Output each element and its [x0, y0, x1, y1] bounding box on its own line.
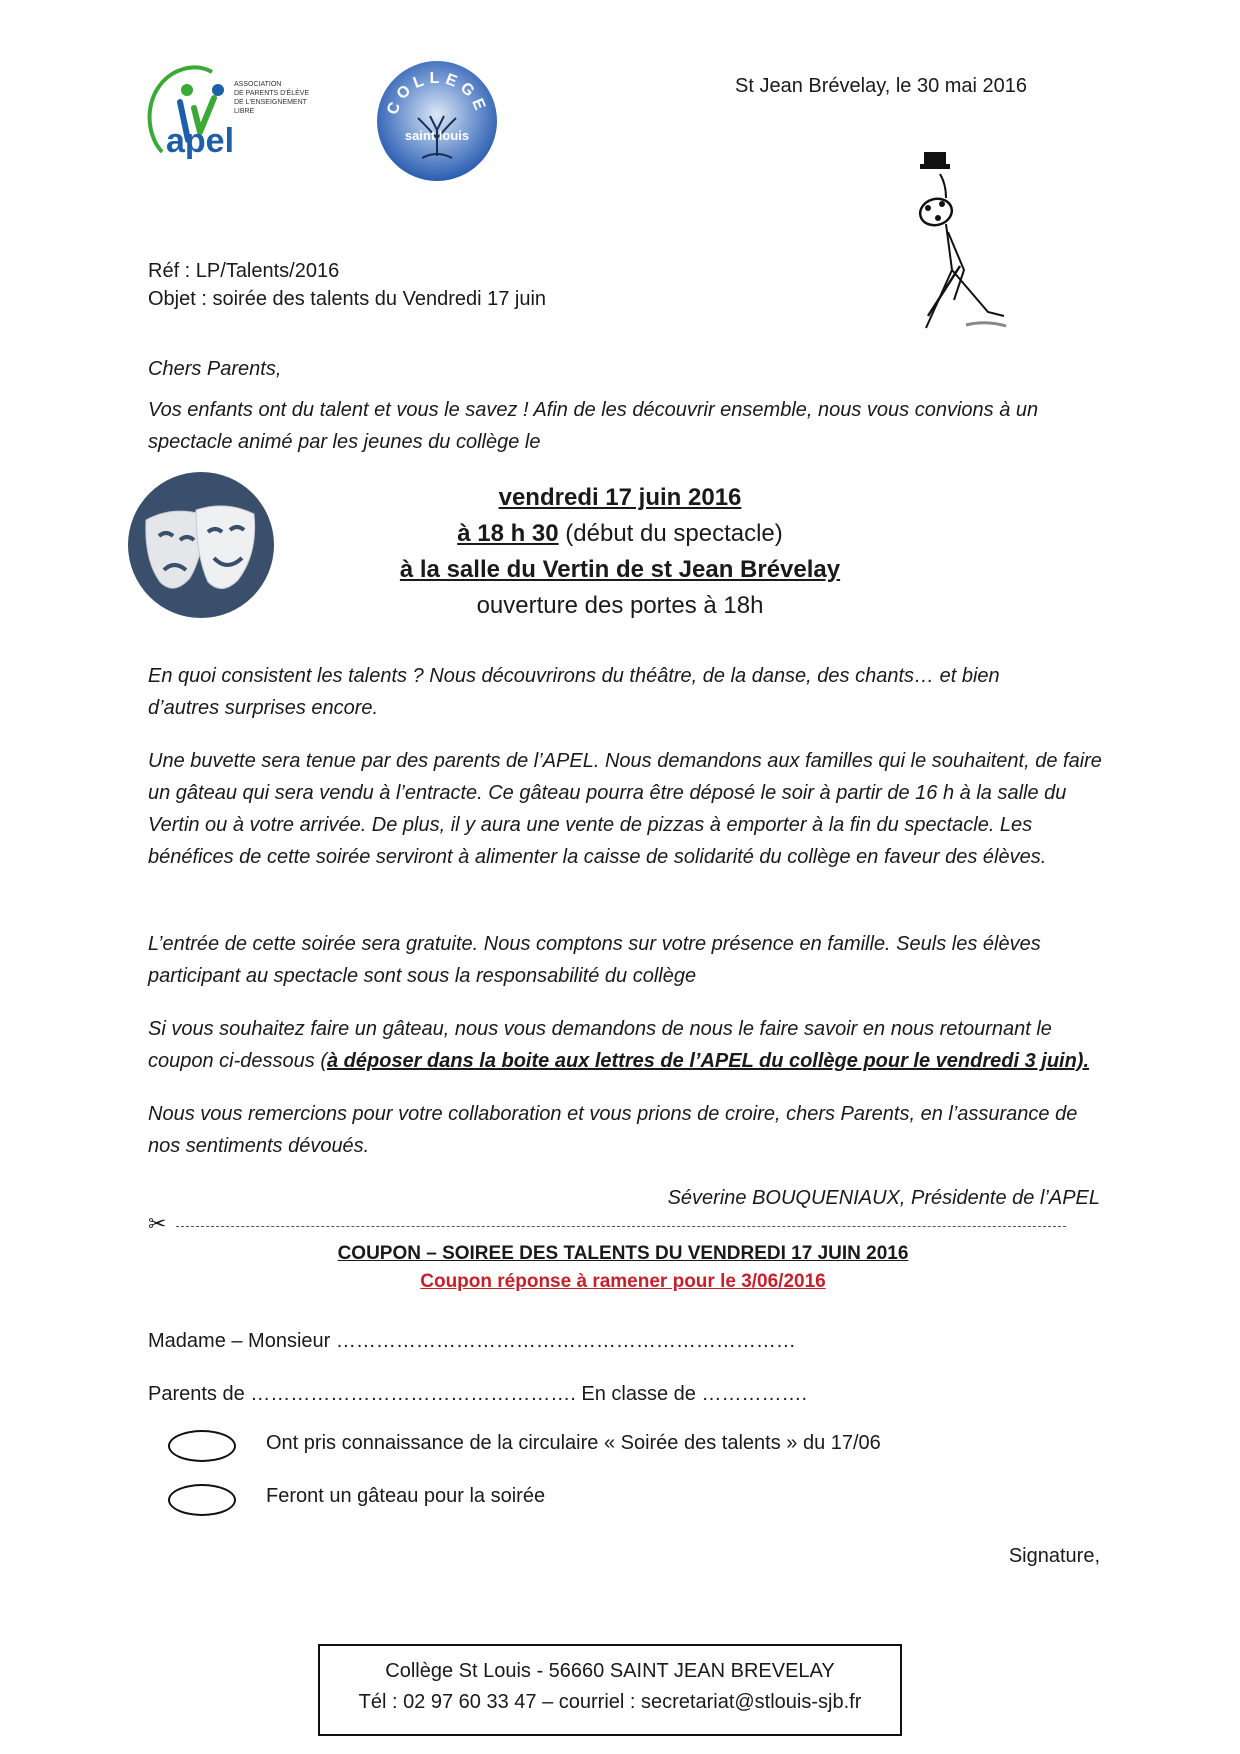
gateau-deadline: à déposer dans la boite aux lettres de l’APEL du collège pour le vendredi 3 juin). [326, 1050, 1090, 1072]
coupon-title: COUPON – SOIREE DES TALENTS DU VENDREDI 17 JUIN 2016 [337, 1243, 909, 1264]
coupon-subtitle: Coupon réponse à ramener pour le 3/06/2016 [420, 1271, 826, 1292]
college-logo-name: saint louis [404, 128, 470, 143]
option1-label: Ont pris connaissance de la circulaire « Soirée des talents » du 17/06 [266, 1432, 881, 1454]
apel-logo-tagline: ASSOCIATION DE PARENTS D'ÉLÈVE DE L'ENSEIGNEMENT LIBRE [234, 81, 310, 115]
event-doors: ouverture des portes à 18h [476, 592, 764, 619]
theatre-masks-icon [126, 470, 276, 620]
gateau-paragraph [148, 1013, 1103, 1077]
talents-paragraph: En quoi consistent les talents ? Nous découvrirons du théâtre, de la danse, des chants… et bien d’autres surprises encore. [148, 665, 1000, 719]
name-field[interactable]: Madame – Monsieur …………………………………………………………… [148, 1330, 796, 1352]
reference-line: Réf : LP/Talents/2016 [148, 260, 340, 282]
college-logo-arc-text: COLLEGE [384, 70, 490, 118]
object-line: Objet : soirée des talents du Vendredi 17 juin [148, 288, 547, 310]
event-details [300, 480, 940, 624]
intro-paragraph: Vos enfants ont du talent et vous le savez ! Afin de les découvrir ensemble, nous vous convions à un spectacle animé par les jeunes du collège le [148, 399, 1039, 453]
buvette-paragraph: Une buvette sera tenue par des parents de l’APEL. Nous demandons aux familles qui le souhaitent, de faire un gâteau qui sera vendu à l’entracte. Ce gâteau pourra être déposé le soir à partir de 16 h à la salle du Vertin ou à votre arrivée. De plus, il y aura une vente de pizzas à emporter à la fin du spectacle. Les bénéfices de cette soirée serviront à alimenter la caisse de solidarité du collège en faveur des élèves. [148, 750, 1102, 868]
event-venue: à la salle du Vertin de st Jean Brévelay [399, 556, 841, 583]
footer-contact: Tél : 02 97 60 33 47 – courriel : secretariat@stlouis-sjb.fr [358, 1691, 862, 1713]
option1-checkbox[interactable] [168, 1430, 236, 1462]
apel-logo-word: apel [166, 122, 235, 160]
footer-contact-box [318, 1644, 902, 1736]
event-time: à 18 h 30 [457, 520, 559, 547]
signature-line: Séverine BOUQUENIAUX, Présidente de l’APEL [667, 1187, 1100, 1209]
college-saint-louis-logo [374, 58, 500, 184]
event-time-note: (début du spectacle) [558, 520, 783, 547]
signature-label: Signature, [1008, 1545, 1100, 1567]
entree-paragraph: L’entrée de cette soirée sera gratuite. Nous comptons sur votre présence en famille. Seuls les élèves participant au spectacle sont sous la responsabilité du collège [148, 933, 1041, 987]
closing-paragraph: Nous vous remercions pour votre collaboration et vous prions de croire, chers Parents, en l’assurance de nos sentiments dévoués. [148, 1103, 1078, 1157]
stick-figure-illustration [906, 140, 1036, 340]
apel-logo [142, 62, 320, 166]
gateau-paragraph-text: Si vous souhaitez faire un gâteau, nous vous demandons de nous le faire savoir en nous retournant le coupon ci-dessous ( [148, 1018, 1052, 1072]
event-date: vendredi 17 juin 2016 [498, 484, 742, 511]
option2-checkbox[interactable] [168, 1484, 236, 1516]
option2-label: Feront un gâteau pour la soirée [266, 1485, 546, 1507]
cut-line [176, 1226, 1066, 1227]
event-time-row [300, 516, 940, 552]
greeting: Chers Parents, [148, 358, 282, 380]
scissors-icon: ✂ [148, 1212, 167, 1237]
footer-address: Collège St Louis - 56660 SAINT JEAN BREVELAY [385, 1660, 835, 1682]
parents-class-field[interactable]: Parents de …………………………………………. En classe de ……………. [148, 1383, 808, 1405]
place-date: St Jean Brévelay, le 30 mai 2016 [735, 75, 1028, 97]
